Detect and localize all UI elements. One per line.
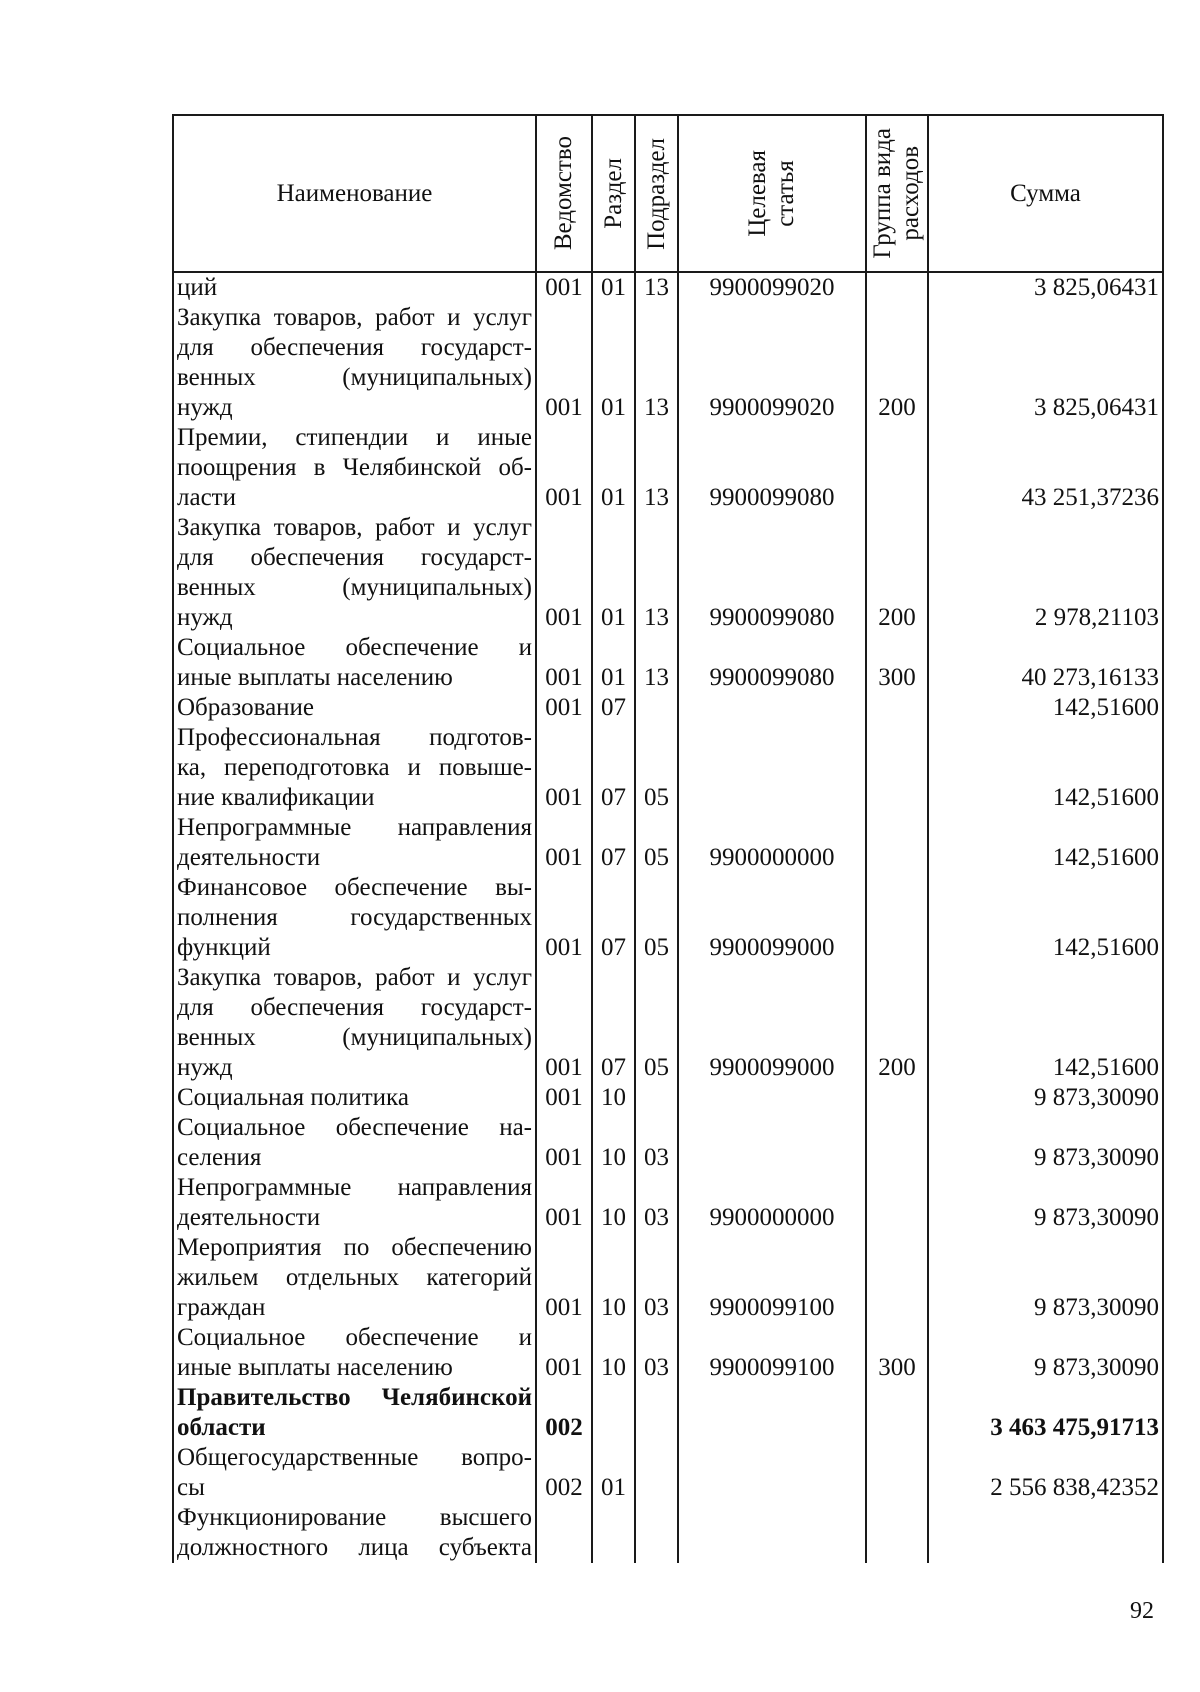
table-row (173, 1083, 1163, 1113)
row-name-line: Финансовое обеспечение вы- (177, 874, 532, 901)
row-section: 10 (592, 1173, 635, 1233)
row-section: 07 (592, 813, 635, 873)
row-department: 001 (536, 633, 592, 693)
row-expense-group (866, 1233, 928, 1323)
table-row (173, 1323, 1163, 1383)
row-amount: 9 873,30090 (928, 1323, 1163, 1383)
row-name (173, 272, 536, 303)
header-name: Наименование (173, 115, 536, 272)
row-target-article: 9900099000 (678, 873, 866, 963)
row-subsection: 13 (635, 423, 678, 513)
row-name (173, 1173, 536, 1233)
header-target-article-line2: статья (772, 160, 799, 227)
row-name-line: для обеспечения государст- (177, 544, 532, 571)
row-subsection: 03 (635, 1113, 678, 1173)
row-name-line: Социальное обеспечение на- (177, 1114, 532, 1141)
table-header (173, 115, 1163, 272)
row-expense-group (866, 813, 928, 873)
row-expense-group (866, 1113, 928, 1173)
header-department-label: Ведомство (550, 136, 577, 251)
row-name-line: ций (177, 274, 218, 301)
row-name-line: для обеспечения государст- (177, 994, 532, 1021)
row-name-line: Закупка товаров, работ и услуг (177, 964, 532, 991)
row-amount: 3 463 475,91713 (928, 1383, 1163, 1443)
row-name-line: деятельности (177, 1204, 321, 1231)
row-target-article: 9900000000 (678, 1173, 866, 1233)
row-section: 01 (592, 303, 635, 423)
row-name-line: деятельности (177, 844, 321, 871)
row-amount: 3 825,06431 (928, 272, 1163, 303)
row-amount: 40 273,16133 (928, 633, 1163, 693)
row-expense-group: 200 (866, 303, 928, 423)
row-name-line: сы (177, 1474, 205, 1501)
row-section: 01 (592, 1443, 635, 1503)
row-name-line: венных (муниципальных) (177, 574, 532, 601)
row-name-line: должностного лица субъекта (177, 1534, 532, 1561)
row-department: 001 (536, 423, 592, 513)
row-subsection: 13 (635, 513, 678, 633)
row-expense-group: 200 (866, 513, 928, 633)
row-subsection: 05 (635, 723, 678, 813)
row-section: 07 (592, 693, 635, 723)
row-section: 01 (592, 272, 635, 303)
row-name (173, 303, 536, 423)
row-department: 002 (536, 1443, 592, 1503)
row-expense-group (866, 1383, 928, 1443)
table-row (173, 303, 1163, 423)
row-name (173, 513, 536, 633)
row-amount: 142,51600 (928, 723, 1163, 813)
header-department (536, 115, 592, 272)
row-name-line: полнения государственных (177, 904, 532, 931)
row-name (173, 723, 536, 813)
row-name-line: Социальное обеспечение и (177, 1324, 532, 1351)
row-subsection (635, 693, 678, 723)
row-department: 001 (536, 272, 592, 303)
row-target-article (678, 723, 866, 813)
table-row (173, 1113, 1163, 1173)
row-target-article: 9900099000 (678, 963, 866, 1083)
row-department: 001 (536, 873, 592, 963)
row-amount: 142,51600 (928, 813, 1163, 873)
row-expense-group (866, 873, 928, 963)
row-expense-group (866, 1503, 928, 1563)
row-name-line: венных (муниципальных) (177, 1024, 532, 1051)
row-subsection (635, 1083, 678, 1113)
row-name (173, 1323, 536, 1383)
header-target-article-line1: Целевая (744, 150, 771, 237)
row-section: 10 (592, 1233, 635, 1323)
row-department (536, 1503, 592, 1563)
row-name-line: Общегосударственные вопро- (177, 1444, 532, 1471)
row-department: 001 (536, 963, 592, 1083)
table-body (173, 272, 1163, 1563)
row-name (173, 693, 536, 723)
row-expense-group (866, 1083, 928, 1113)
row-expense-group: 300 (866, 1323, 928, 1383)
table-row (173, 723, 1163, 813)
row-name-line: Непрограммные направления (177, 1174, 532, 1201)
row-name (173, 1383, 536, 1443)
row-amount: 9 873,30090 (928, 1173, 1163, 1233)
row-name (173, 1083, 536, 1113)
row-name-line: Мероприятия по обеспечению (177, 1234, 532, 1261)
row-department: 001 (536, 1323, 592, 1383)
row-subsection: 03 (635, 1323, 678, 1383)
row-subsection: 13 (635, 633, 678, 693)
row-amount: 2 556 838,42352 (928, 1443, 1163, 1503)
row-name-line: иные выплаты населению (177, 1354, 453, 1381)
row-name-line: ласти (177, 484, 236, 511)
row-target-article: 9900099080 (678, 513, 866, 633)
row-name-line: ка, переподготовка и повыше- (177, 754, 532, 781)
table-row (173, 513, 1163, 633)
row-name-line: Закупка товаров, работ и услуг (177, 514, 532, 541)
row-amount: 43 251,37236 (928, 423, 1163, 513)
row-department: 001 (536, 1083, 592, 1113)
header-expense-group-line1: Группа вида (869, 128, 896, 259)
row-name-line: Функционирование высшего (177, 1504, 532, 1531)
row-name-line: нужд (177, 604, 233, 631)
row-subsection: 13 (635, 303, 678, 423)
row-expense-group (866, 272, 928, 303)
header-expense-group-line2: расходов (897, 146, 924, 241)
row-expense-group (866, 1443, 928, 1503)
row-name-line: для обеспечения государст- (177, 334, 532, 361)
row-name-line: функций (177, 934, 271, 961)
row-section: 07 (592, 723, 635, 813)
row-target-article: 9900099080 (678, 633, 866, 693)
row-name-line: иные выплаты населению (177, 664, 453, 691)
row-name (173, 423, 536, 513)
table-row (173, 693, 1163, 723)
row-name-line: Социальная политика (177, 1084, 409, 1111)
row-target-article (678, 1383, 866, 1443)
table-row (173, 1503, 1163, 1563)
row-name (173, 1233, 536, 1323)
table-row (173, 423, 1163, 513)
row-target-article (678, 1503, 866, 1563)
row-subsection: 03 (635, 1173, 678, 1233)
row-target-article: 9900099100 (678, 1323, 866, 1383)
header-section (592, 115, 635, 272)
header-amount: Сумма (928, 115, 1163, 272)
row-expense-group: 300 (866, 633, 928, 693)
row-name-line: Социальное обеспечение и (177, 634, 532, 661)
row-name (173, 873, 536, 963)
row-target-article: 9900000000 (678, 813, 866, 873)
row-target-article: 9900099020 (678, 303, 866, 423)
row-expense-group: 200 (866, 963, 928, 1083)
row-amount: 9 873,30090 (928, 1233, 1163, 1323)
row-amount: 142,51600 (928, 963, 1163, 1083)
header-target-article (678, 115, 866, 272)
row-name-line: нужд (177, 1054, 233, 1081)
row-name-line: ние квалификации (177, 784, 375, 811)
row-name-line: Правительство Челябинской (177, 1384, 532, 1411)
row-target-article (678, 693, 866, 723)
row-expense-group (866, 423, 928, 513)
row-section: 01 (592, 513, 635, 633)
row-name-line: жильем отдельных категорий (177, 1264, 532, 1291)
row-name (173, 633, 536, 693)
row-section: 10 (592, 1113, 635, 1173)
row-name-line: селения (177, 1144, 262, 1171)
row-name (173, 963, 536, 1083)
row-amount: 9 873,30090 (928, 1113, 1163, 1173)
row-section (592, 1383, 635, 1443)
row-section: 01 (592, 633, 635, 693)
row-subsection: 05 (635, 873, 678, 963)
row-section: 01 (592, 423, 635, 513)
row-subsection (635, 1503, 678, 1563)
row-amount: 142,51600 (928, 873, 1163, 963)
row-subsection (635, 1383, 678, 1443)
row-subsection: 13 (635, 272, 678, 303)
row-target-article: 9900099020 (678, 272, 866, 303)
header-subsection (635, 115, 678, 272)
row-department: 001 (536, 1113, 592, 1173)
row-department: 001 (536, 303, 592, 423)
row-section (592, 1503, 635, 1563)
table-row (173, 1443, 1163, 1503)
row-target-article (678, 1443, 866, 1503)
row-section: 07 (592, 873, 635, 963)
row-section: 07 (592, 963, 635, 1083)
row-subsection (635, 1443, 678, 1503)
row-amount (928, 1503, 1163, 1563)
header-subsection-label: Подраздел (642, 137, 670, 250)
page-number: 92 (1130, 1598, 1154, 1624)
row-name-line: Образование (177, 694, 315, 721)
row-department: 002 (536, 1383, 592, 1443)
table-row (173, 963, 1163, 1083)
row-subsection: 05 (635, 963, 678, 1083)
row-department: 001 (536, 1233, 592, 1323)
row-name-line: поощрения в Челябинской об- (177, 454, 532, 481)
row-subsection: 05 (635, 813, 678, 873)
row-name-line: нужд (177, 394, 233, 421)
row-name-line: Премии, стипендии и иные (177, 424, 532, 451)
table-row (173, 1173, 1163, 1233)
row-name-line: Профессиональная подготов- (177, 724, 532, 751)
row-department: 001 (536, 693, 592, 723)
row-section: 10 (592, 1323, 635, 1383)
row-subsection: 03 (635, 1233, 678, 1323)
budget-table (172, 114, 1164, 1563)
row-department: 001 (536, 723, 592, 813)
row-name-line: граждан (177, 1294, 266, 1321)
table-row (173, 1233, 1163, 1323)
table-row (173, 873, 1163, 963)
row-name-line: Непрограммные направления (177, 814, 532, 841)
row-target-article (678, 1083, 866, 1113)
row-expense-group (866, 723, 928, 813)
row-department: 001 (536, 813, 592, 873)
row-name (173, 1503, 536, 1563)
row-name-line: области (177, 1414, 266, 1441)
row-name-line: Закупка товаров, работ и услуг (177, 304, 532, 331)
row-target-article: 9900099080 (678, 423, 866, 513)
row-amount: 3 825,06431 (928, 303, 1163, 423)
row-target-article (678, 1113, 866, 1173)
row-amount: 142,51600 (928, 693, 1163, 723)
row-section: 10 (592, 1083, 635, 1113)
row-name (173, 813, 536, 873)
row-amount: 2 978,21103 (928, 513, 1163, 633)
row-department: 001 (536, 513, 592, 633)
header-expense-group (866, 115, 928, 272)
row-name (173, 1113, 536, 1173)
row-expense-group (866, 1173, 928, 1233)
row-amount: 9 873,30090 (928, 1083, 1163, 1113)
row-name-line: венных (муниципальных) (177, 364, 532, 391)
row-department: 001 (536, 1173, 592, 1233)
header-section-label: Раздел (599, 158, 627, 229)
table-row (173, 813, 1163, 873)
row-name (173, 1443, 536, 1503)
table-row (173, 272, 1163, 303)
row-expense-group (866, 693, 928, 723)
table-row (173, 1383, 1163, 1443)
table-row (173, 633, 1163, 693)
row-target-article: 9900099100 (678, 1233, 866, 1323)
